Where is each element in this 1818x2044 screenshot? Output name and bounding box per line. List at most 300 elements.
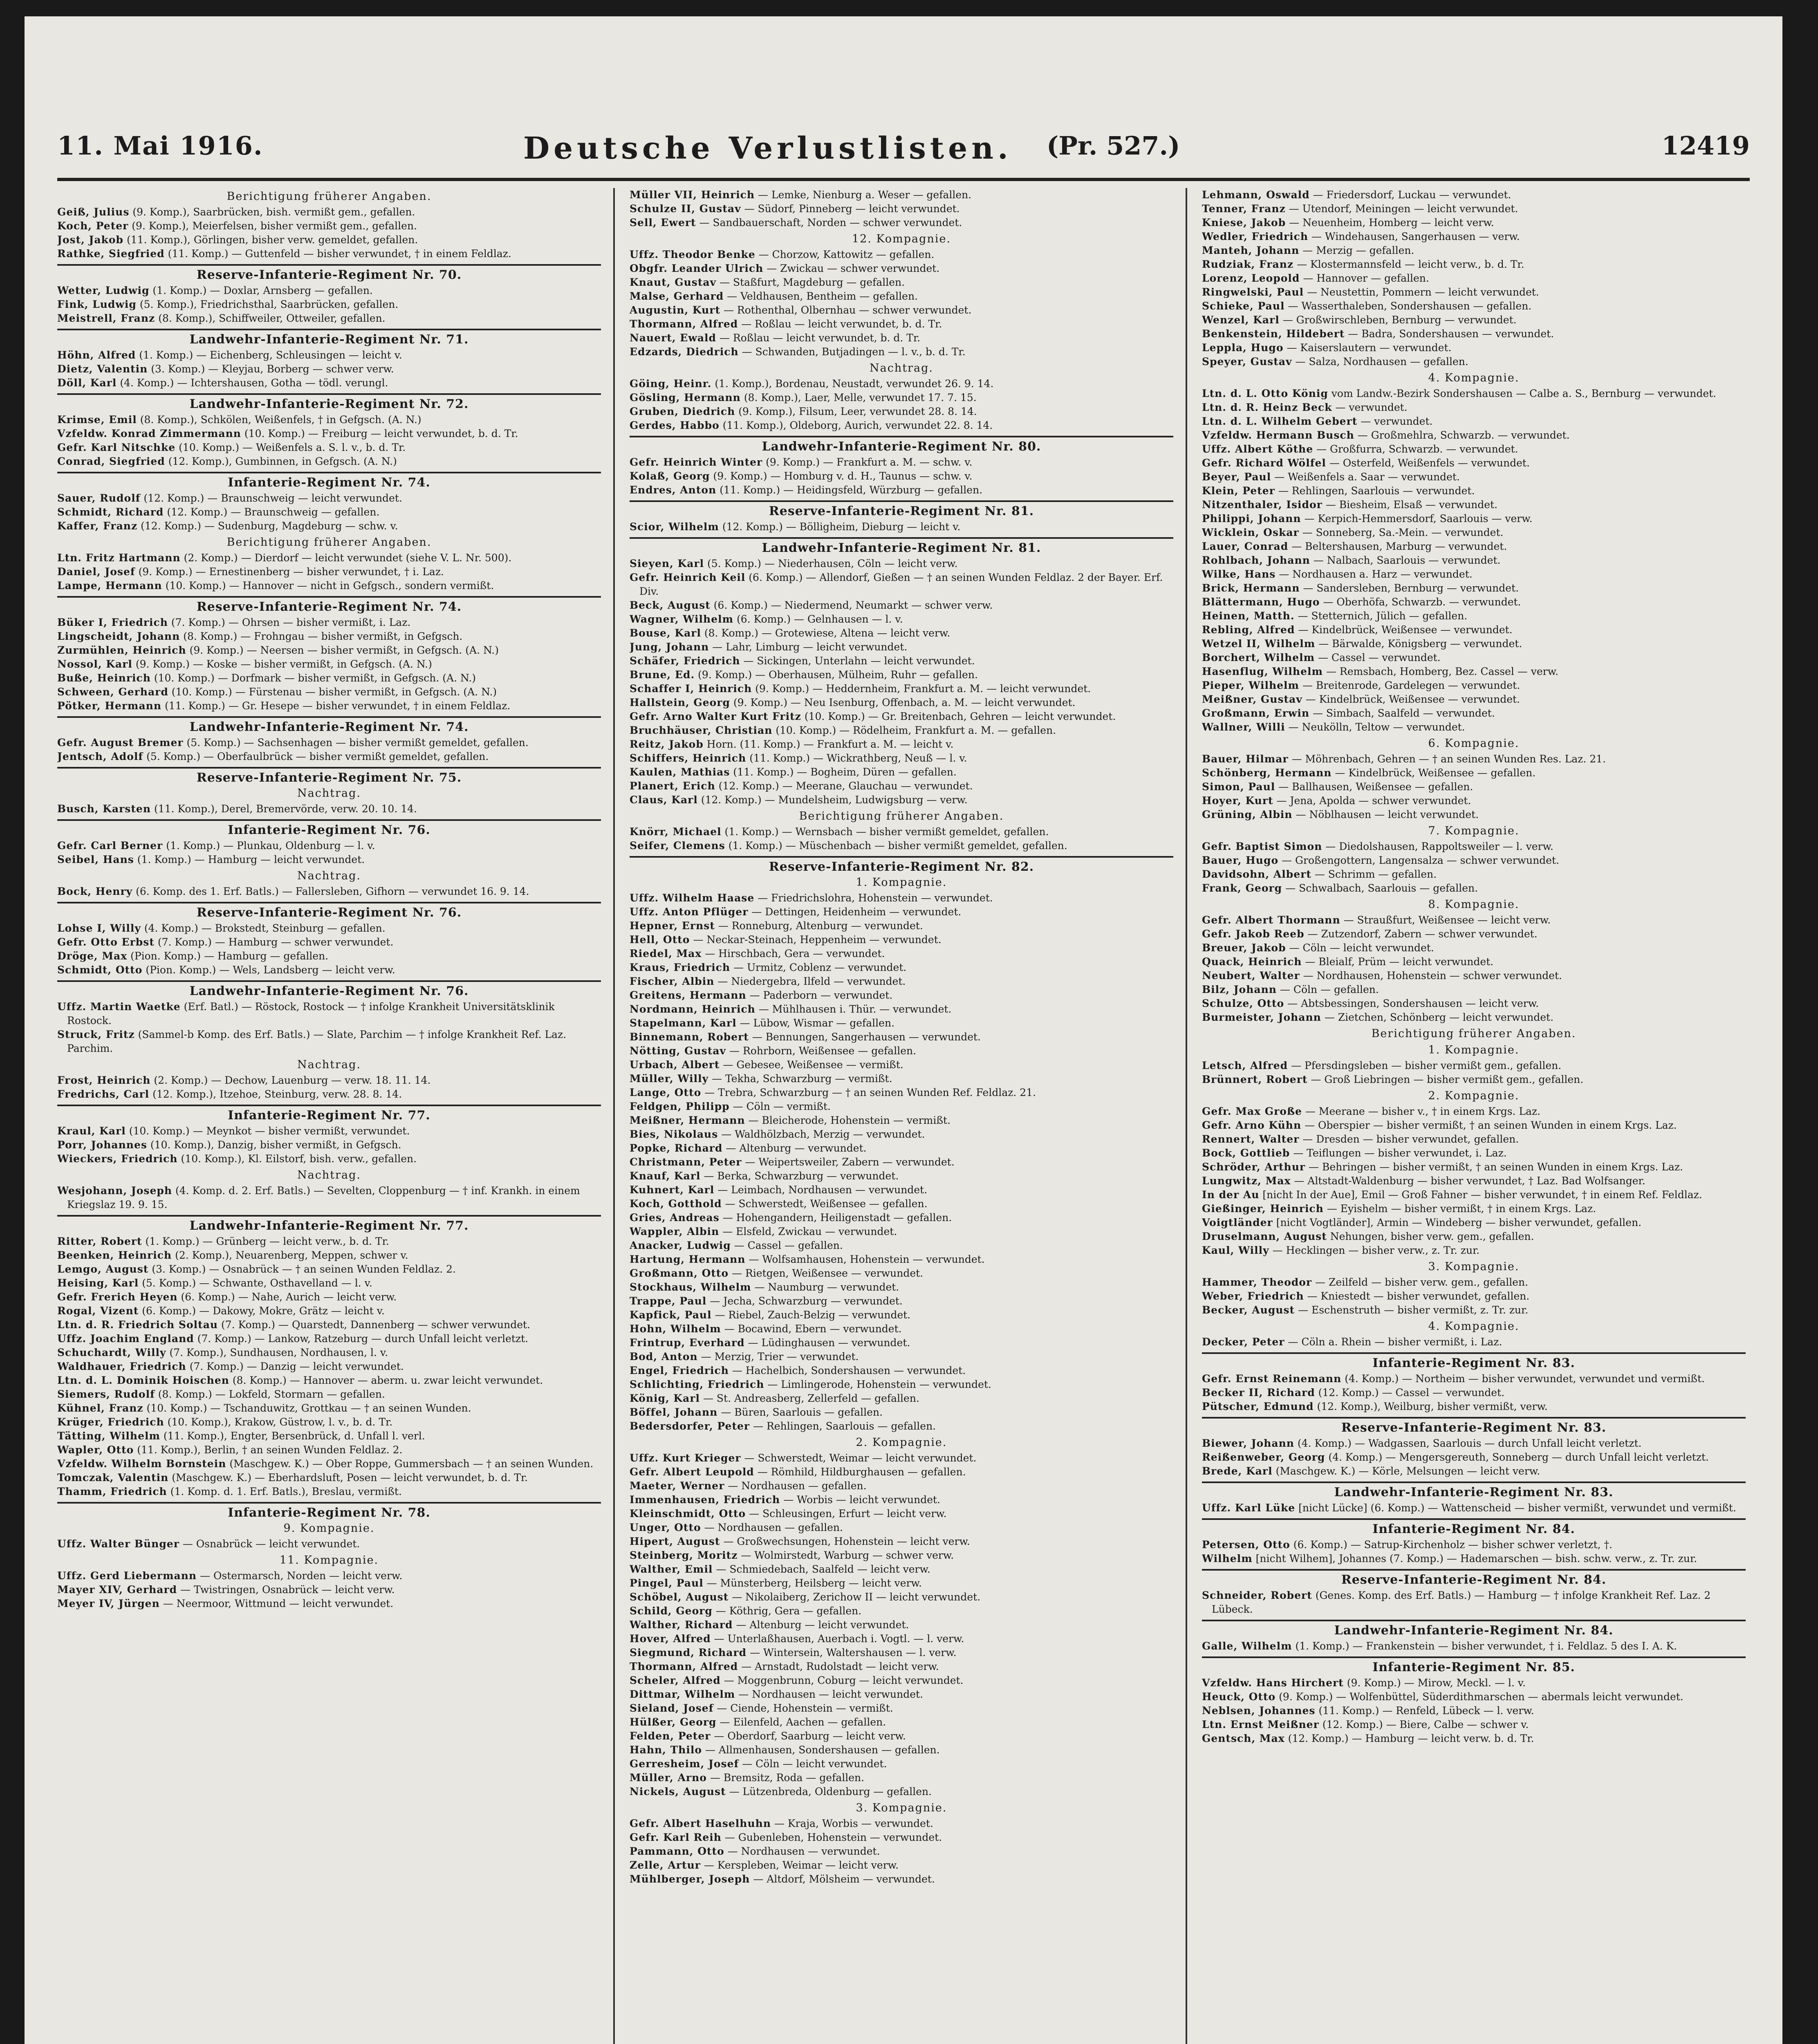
casualty-details: — Sandbauerschaft, Norden — schwer verwundet. xyxy=(699,217,962,229)
casualty-entry xyxy=(1202,1639,1746,1653)
casualty-details: — Oberhöfa, Schwarzb. — verwundet. xyxy=(1323,596,1521,608)
soldier-name: Gefr. August Bremer xyxy=(57,737,184,749)
soldier-name: Pingel, Paul xyxy=(630,1577,704,1589)
casualty-details: (10. Komp.), Krakow, Güstrow, l. v., b. d. Tr. xyxy=(167,1416,393,1428)
soldier-name: Kapfick, Paul xyxy=(630,1309,712,1321)
casualty-details: — Südorf, Pinneberg — leicht verwundet. xyxy=(744,203,960,215)
casualty-details: — Nordhausen — gefallen. xyxy=(728,1480,867,1492)
casualty-details: (10. Komp.) — Dorfmark — bisher vermißt, in Gefgsch. (A. N.) xyxy=(154,672,476,684)
casualty-details: (10. Komp.) — Hannover — nicht in Gefgsch., sondern vermißt. xyxy=(165,580,494,592)
casualty-entry xyxy=(57,1318,601,1332)
casualty-entry xyxy=(57,1569,601,1583)
casualty-details: Horn. (11. Komp.) — Frankfurt a. M. — leicht v. xyxy=(706,738,954,750)
soldier-name: Gefr. Ernst Reinemann xyxy=(1202,1373,1342,1385)
casualty-details: (Pion. Komp.) — Hamburg — gefallen. xyxy=(130,950,329,962)
casualty-entry xyxy=(630,1419,1173,1433)
section-subheading: Nachtrag. xyxy=(870,362,933,374)
soldier-name: Gießinger, Heinrich xyxy=(1202,1203,1324,1215)
casualty-details: — Nalbach, Saarlouis — verwundet. xyxy=(1313,554,1501,566)
section-subheading: 1. Kompagnie. xyxy=(1428,1044,1520,1056)
soldier-name: Vzfeldw. Konrad Zimmermann xyxy=(57,428,241,439)
soldier-name: Obgfr. Leander Ulrich xyxy=(630,262,764,274)
casualty-entry xyxy=(57,699,601,713)
casualty-entry xyxy=(1202,1718,1746,1732)
regiment-heading: Infanterie-Regiment Nr. 76. xyxy=(57,819,601,837)
soldier-name: Buße, Heinrich xyxy=(57,672,151,684)
casualty-details: (7. Komp.), Sundhausen, Nordhausen, l. v. xyxy=(169,1347,388,1358)
soldier-name: Speyer, Gustav xyxy=(1202,356,1292,368)
casualty-entry xyxy=(630,891,1173,905)
soldier-name: Neblsen, Johannes xyxy=(1202,1705,1316,1717)
casualty-section xyxy=(1202,1569,1746,1616)
casualty-entry xyxy=(630,682,1173,696)
casualty-entry xyxy=(630,317,1173,331)
casualty-details: (4. Komp.) — Northeim — bisher verwundet, verwundet und vermißt. xyxy=(1345,1373,1705,1385)
regiment-heading: Infanterie-Regiment Nr. 78. xyxy=(57,1502,601,1520)
casualty-details: (12. Komp.), Gumbinnen, in Gefgsch. (A. N.) xyxy=(168,455,397,467)
soldier-name: Pötker, Hermann xyxy=(57,700,162,712)
casualty-details: (11. Komp.) — Renfeld, Lübeck — l. verw. xyxy=(1318,1705,1534,1717)
casualty-details: (2. Komp.), Neuarenberg, Meppen, schwer v. xyxy=(175,1249,408,1261)
casualty-details: — Waldhölzbach, Merzig — verwundet. xyxy=(721,1128,925,1140)
casualty-details: — Büren, Saarlouis — gefallen. xyxy=(721,1406,883,1418)
soldier-name: Simon, Paul xyxy=(1202,781,1276,793)
casualty-details: (Maschgew. K.) — Eberhardsluft, Posen — leicht verwundet, b. d. Tr. xyxy=(172,1472,528,1484)
soldier-name: Schäfer, Friedrich xyxy=(630,655,740,667)
soldier-name: Frank, Georg xyxy=(1202,882,1282,894)
casualty-entry xyxy=(630,1715,1173,1729)
casualty-entry xyxy=(57,630,601,643)
soldier-name: Hell, Otto xyxy=(630,934,690,946)
soldier-name: Mayer XIV, Gerhard xyxy=(57,1584,177,1596)
soldier-name: Weber, Friedrich xyxy=(1202,1290,1304,1302)
casualty-entry xyxy=(630,1771,1173,1785)
casualty-entry xyxy=(1202,1400,1746,1414)
section-subheading: 12. Kompagnie. xyxy=(852,233,951,245)
casualty-details: (9. Komp.) — Frankfurt a. M. — schw. v. xyxy=(766,456,973,468)
casualty-entry xyxy=(1202,1552,1746,1566)
soldier-name: Krüger, Friedrich xyxy=(57,1416,164,1428)
casualty-details: — Mühlhausen i. Thür. — verwundet. xyxy=(758,1003,952,1015)
casualty-details: — Zietchen, Schönberg — leicht verwundet. xyxy=(1324,1011,1554,1023)
casualty-details: — Meerane — bisher v., † in einem Krgs. Laz. xyxy=(1305,1105,1541,1117)
soldier-name: Bod, Anton xyxy=(630,1351,698,1363)
casualty-details: (7. Komp.) — Hamburg — schwer verwundet. xyxy=(157,936,394,948)
casualty-details: — Abtsbessingen, Sondershausen — leicht verw. xyxy=(1287,997,1539,1009)
soldier-name: Bies, Nikolaus xyxy=(630,1128,718,1140)
soldier-name: Gösling, Hermann xyxy=(630,392,741,403)
casualty-entry xyxy=(1202,1501,1746,1515)
casualty-details: — Niedergebra, Ilfeld — verwundet. xyxy=(717,975,906,987)
casualty-details: (1. Komp. d. 1. Erf. Batls.), Breslau, vermißt. xyxy=(170,1486,402,1497)
casualty-entry xyxy=(57,441,601,455)
soldier-name: Döll, Karl xyxy=(57,377,117,389)
casualty-entry xyxy=(1202,1538,1746,1552)
soldier-name: Sell, Ewert xyxy=(630,217,696,229)
soldier-name: Benkenstein, Hildebert xyxy=(1202,328,1345,340)
soldier-name: Gentsch, Max xyxy=(1202,1732,1285,1744)
casualty-entry xyxy=(57,1537,601,1551)
casualty-entry xyxy=(630,483,1173,497)
casualty-details: (12. Komp.) — Meerane, Glauchau — verwundet. xyxy=(718,780,973,792)
casualty-entry xyxy=(57,1248,601,1262)
soldier-name: Vzfeldw. Hans Hirchert xyxy=(1202,1677,1344,1689)
soldier-name: Beyer, Paul xyxy=(1202,471,1271,483)
regiment-heading: Reserve-Infanterie-Regiment Nr. 84. xyxy=(1202,1569,1746,1587)
casualty-details: (10. Komp.) — Meynkot — bisher vermißt, verwundet. xyxy=(129,1125,410,1137)
soldier-name: Kraul, Karl xyxy=(57,1125,126,1137)
soldier-name: Seifer, Clemens xyxy=(630,840,725,852)
soldier-name: Wallner, Willi xyxy=(1202,721,1285,733)
casualty-details: — Ostermarsch, Norden — leicht verw. xyxy=(200,1570,403,1582)
soldier-name: Wilhelm xyxy=(1202,1553,1253,1564)
casualty-details: (3. Komp.) — Osnabrück — † an seinen Wunden Feldlaz. 2. xyxy=(152,1263,456,1275)
casualty-entry xyxy=(1202,540,1746,554)
casualty-details: (Erf. Batl.) — Röstock, Rostock — † infolge Krankheit Universitätsklinik Rostock. xyxy=(67,1001,555,1026)
soldier-name: Müller, Arno xyxy=(630,1772,707,1784)
casualty-entry xyxy=(630,1197,1173,1211)
casualty-entry xyxy=(630,1729,1173,1743)
soldier-name: Schiffers, Heinrich xyxy=(630,752,746,764)
soldier-name: Uffz. Karl Lüke xyxy=(1202,1502,1296,1514)
casualty-entry xyxy=(630,1618,1173,1632)
casualty-entry xyxy=(1202,442,1746,456)
casualty-entry xyxy=(57,963,601,977)
soldier-name: Göing, Heinr. xyxy=(630,378,712,390)
soldier-name: Nötting, Gustav xyxy=(630,1045,726,1057)
casualty-details: — Oberdorf, Saarburg — leicht verw. xyxy=(714,1730,906,1742)
soldier-name: Anacker, Ludwig xyxy=(630,1239,731,1251)
casualty-section xyxy=(1202,737,1746,822)
soldier-name: Gefr. Max Große xyxy=(1202,1105,1302,1117)
casualty-details: (12. Komp.), Itzehoe, Steinburg, verw. 28. 8. 14. xyxy=(152,1088,402,1100)
casualty-entry xyxy=(1202,1202,1746,1216)
casualty-entry xyxy=(630,598,1173,612)
casualty-entry xyxy=(1202,1160,1746,1174)
casualty-entry xyxy=(57,643,601,657)
casualty-entry xyxy=(57,491,601,505)
casualty-section xyxy=(57,1168,601,1212)
soldier-name: Uffz. Joachim England xyxy=(57,1333,194,1345)
casualty-details: (11. Komp.) — Gr. Hesepe — bisher verwundet, † in einem Feldlaz. xyxy=(165,700,511,712)
soldier-name: Bauer, Hilmar xyxy=(1202,753,1289,765)
casualty-section xyxy=(57,1553,601,1611)
casualty-entry xyxy=(630,751,1173,765)
casualty-details: — Nordhausen — gefallen. xyxy=(704,1522,843,1533)
casualty-entry xyxy=(630,202,1173,216)
soldier-name: Ltn. d. R. Heinz Beck xyxy=(1202,401,1332,413)
casualty-entry xyxy=(630,988,1173,1002)
soldier-name: Jentsch, Adolf xyxy=(57,751,143,762)
casualty-details: — Klostermannsfeld — leicht verw., b. d. Tr. xyxy=(1297,258,1524,270)
soldier-name: Decker, Peter xyxy=(1202,1336,1285,1348)
soldier-name: Schmidt, Otto xyxy=(57,964,143,976)
casualty-details: — Weißenfels a. Saar — verwundet. xyxy=(1274,471,1460,483)
casualty-entry xyxy=(1202,1464,1746,1478)
casualty-details: — Nordhausen, Hohenstein — schwer verwundet. xyxy=(1303,970,1562,982)
casualty-details: — Urmitz, Coblenz — verwundet. xyxy=(733,961,907,973)
casualty-details: (5. Komp.) — Sachsenhagen — bisher vermißt gemeldet, gefallen. xyxy=(186,737,529,749)
casualty-entry xyxy=(1202,854,1746,867)
casualty-section xyxy=(1202,1620,1746,1653)
section-subheading: 7. Kompagnie. xyxy=(1428,825,1520,837)
casualty-details: — Twistringen, Osnabrück — leicht verw. xyxy=(180,1584,395,1596)
casualty-details: — Bocawind, Ebern — verwundet. xyxy=(724,1323,902,1335)
casualty-section xyxy=(1202,1260,1746,1317)
soldier-name: Pieper, Wilhelm xyxy=(1202,679,1300,691)
soldier-name: Christmann, Peter xyxy=(630,1156,742,1168)
casualty-details: — Altenburg — leicht verwundet. xyxy=(736,1619,909,1631)
casualty-details: — Schrimm — gefallen. xyxy=(1314,868,1437,880)
casualty-entry xyxy=(57,885,601,899)
soldier-name: Sieland, Josef xyxy=(630,1702,714,1714)
casualty-details: (4. Komp.) — Ichtershausen, Gotha — tödl. verungl. xyxy=(120,377,388,389)
casualty-entry xyxy=(57,1457,601,1471)
casualty-details: — Utendorf, Meiningen — leicht verwundet. xyxy=(1289,203,1518,215)
casualty-entry xyxy=(630,276,1173,289)
soldier-name: Augustin, Kurt xyxy=(630,304,721,316)
soldier-name: Uffz. Walter Bünger xyxy=(57,1538,179,1550)
soldier-name: Maeter, Werner xyxy=(630,1480,725,1492)
casualty-entry xyxy=(630,1072,1173,1086)
soldier-name: Kleinschmidt, Otto xyxy=(630,1508,746,1520)
section-subheading: Berichtigung früherer Angaben. xyxy=(226,536,432,549)
casualty-entry xyxy=(630,188,1173,202)
casualty-entry xyxy=(630,1364,1173,1378)
soldier-name: Bilz, Johann xyxy=(1202,984,1277,995)
soldier-name: Hülßer, Georg xyxy=(630,1716,717,1728)
casualty-entry xyxy=(630,1239,1173,1253)
soldier-name: Thormann, Alfred xyxy=(630,1661,738,1672)
casualty-entry xyxy=(57,551,601,565)
casualty-details: — Bleicherode, Hohenstein — vermißt. xyxy=(748,1114,951,1126)
soldier-name: Wedler, Friedrich xyxy=(1202,231,1309,242)
soldier-name: Hover, Alfred xyxy=(630,1633,711,1645)
casualty-entry xyxy=(57,362,601,376)
casualty-section xyxy=(57,536,601,593)
casualty-entry xyxy=(57,348,601,362)
soldier-name: Feldgen, Philipp xyxy=(630,1100,730,1112)
casualty-entry xyxy=(1202,1690,1746,1704)
casualty-details: (4. Komp.) — Mengersgereuth, Sonneberg — durch Unfall leicht verletzt. xyxy=(1328,1451,1709,1463)
casualty-details: — Nordhausen a. Harz — verwundet. xyxy=(1279,568,1473,580)
casualty-details: (10. Komp.) — Gr. Breitenbach, Gehren — leicht verwundet. xyxy=(804,710,1116,722)
casualty-entry xyxy=(630,1451,1173,1465)
soldier-name: Stapelmann, Karl xyxy=(630,1017,737,1029)
soldier-name: Hipert, August xyxy=(630,1535,720,1547)
casualty-entry xyxy=(1202,285,1746,299)
casualty-entry xyxy=(630,1294,1173,1308)
casualty-entry xyxy=(1202,794,1746,808)
casualty-entry xyxy=(1202,1437,1746,1450)
soldier-name: Knörr, Michael xyxy=(630,826,722,838)
casualty-entry xyxy=(630,520,1173,534)
casualty-entry xyxy=(1202,679,1746,693)
column-divider xyxy=(613,188,615,2044)
newspaper-page xyxy=(25,16,1782,2044)
regiment-heading: Landwehr-Infanterie-Regiment Nr. 74. xyxy=(57,716,601,734)
regiment-heading: Infanterie-Regiment Nr. 83. xyxy=(1202,1352,1746,1370)
soldier-name: Reitz, Jakob xyxy=(630,738,704,750)
casualty-details: — verwundet. xyxy=(1335,401,1408,413)
casualty-section xyxy=(1202,1089,1746,1257)
casualty-entry xyxy=(630,1308,1173,1322)
soldier-name: Unger, Otto xyxy=(630,1522,701,1533)
soldier-name: Tomczak, Valentin xyxy=(57,1472,169,1484)
casualty-entry xyxy=(1202,706,1746,720)
casualty-details: (1. Komp.) — Eichenberg, Schleusingen — leicht v. xyxy=(139,349,402,361)
page-number: 12419 xyxy=(1661,131,1750,161)
regiment-heading: Reserve-Infanterie-Regiment Nr. 76. xyxy=(57,902,601,920)
casualty-details: — Großfurra, Schwarzb. — verwundet. xyxy=(1316,443,1518,455)
casualty-entry xyxy=(1202,216,1746,230)
soldier-name: Uffz. Anton Pflüger xyxy=(630,906,749,918)
soldier-name: Zurmühlen, Heinrich xyxy=(57,644,186,656)
soldier-name: Zelle, Artur xyxy=(630,1859,701,1871)
casualty-details: — Neukölln, Teltow — verwundet. xyxy=(1288,721,1465,733)
casualty-details: (10. Komp.) — Weißenfels a. S. l. v., b. d. Tr. xyxy=(179,442,406,453)
casualty-entry xyxy=(630,737,1173,751)
casualty-details: — Arnstadt, Rudolstadt — leicht verw. xyxy=(741,1661,939,1672)
soldier-name: Thamm, Friedrich xyxy=(57,1486,167,1497)
casualty-entry xyxy=(57,1074,601,1087)
casualty-details: (1. Komp.) — Müschenbach — bisher vermißt gemeldet, gefallen. xyxy=(728,840,1067,852)
casualty-details: — Cöln — gefallen. xyxy=(1280,984,1379,995)
soldier-name: Porr, Johannes xyxy=(57,1139,147,1151)
casualty-section xyxy=(57,767,601,816)
casualty-entry xyxy=(57,1184,601,1212)
soldier-name: Trappe, Paul xyxy=(630,1295,707,1307)
casualty-entry xyxy=(57,1087,601,1101)
casualty-details: (11. Komp.), Görlingen, bisher verw. gemeldet, gefallen. xyxy=(127,234,418,246)
casualty-details: — Tekha, Schwarzburg — vermißt. xyxy=(712,1073,892,1085)
casualty-section xyxy=(630,537,1173,807)
casualty-details: (9. Komp.) — Mirow, Meckl. — l. v. xyxy=(1347,1677,1526,1689)
soldier-name: Wapler, Otto xyxy=(57,1444,134,1456)
casualty-details: — Neustettin, Pommern — leicht verwundet. xyxy=(1307,286,1539,298)
casualty-entry xyxy=(630,1562,1173,1576)
casualty-details: — Großwirschleben, Bernburg — verwundet. xyxy=(1282,314,1517,326)
casualty-details: — Lüdinghausen — verwundet. xyxy=(748,1337,910,1349)
soldier-name: Seibel, Hans xyxy=(57,854,134,865)
soldier-name: Schild, Georg xyxy=(630,1605,713,1617)
casualty-entry xyxy=(630,1169,1173,1183)
casualty-entry xyxy=(57,1401,601,1415)
casualty-entry xyxy=(630,303,1173,317)
soldier-name: Wieckers, Friedrich xyxy=(57,1153,178,1165)
casualty-entry xyxy=(1202,983,1746,997)
casualty-entry xyxy=(630,289,1173,303)
casualty-details: (9. Komp.) — Homburg v. d. H., Taunus — schw. v. xyxy=(713,470,973,482)
casualty-entry xyxy=(1202,526,1746,540)
soldier-name: Popke, Richard xyxy=(630,1142,723,1154)
section-subheading: Nachtrag. xyxy=(297,1058,361,1071)
soldier-name: Malse, Gerhard xyxy=(630,290,724,302)
casualty-details: — Hohengandern, Heiligenstadt — gefallen. xyxy=(722,1212,952,1224)
soldier-name: Nitzenthaler, Isidor xyxy=(1202,499,1323,511)
casualty-details: (10. Komp.), Danzig, bisher vermißt, in Gefgsch. xyxy=(150,1139,401,1151)
casualty-details: (12. Komp.) — Bölligheim, Dieburg — leicht v. xyxy=(722,521,961,533)
casualty-details: (10. Komp.) — Freiburg — leicht verwundet, b. d. Tr. xyxy=(244,428,518,439)
soldier-name: Bedersdorfer, Peter xyxy=(630,1420,750,1432)
casualty-entry xyxy=(57,685,601,699)
casualty-details: — Jecha, Schwarzburg — verwundet. xyxy=(710,1295,903,1307)
casualty-details: (9. Komp.) — Wolfenbüttel, Süderdithmarschen — abermals leicht verwundet. xyxy=(1279,1691,1683,1703)
soldier-name: Kraus, Friedrich xyxy=(630,961,731,973)
casualty-details: (12. Komp.) — Braunschweig — leicht verwundet. xyxy=(143,492,402,504)
casualty-entry xyxy=(57,1138,601,1152)
casualty-details: — Altstadt-Waldenburg — bisher verwundet, † Laz. Bad Wolfsanger. xyxy=(1294,1175,1645,1187)
casualty-entry xyxy=(1202,1188,1746,1202)
casualty-entry xyxy=(630,1086,1173,1100)
soldier-name: Schuchardt, Willy xyxy=(57,1347,166,1358)
soldier-name: Steinberg, Moritz xyxy=(630,1549,738,1561)
casualty-details: (5. Komp.), Friedrichsthal, Saarbrücken, gefallen. xyxy=(139,298,399,310)
casualty-entry xyxy=(1202,355,1746,369)
casualty-entry xyxy=(630,1002,1173,1016)
soldier-name: Breuer, Jakob xyxy=(1202,942,1286,954)
soldier-name: Stockhaus, Wilhelm xyxy=(630,1281,751,1293)
section-subheading: 4. Kompagnie. xyxy=(1428,1320,1520,1333)
casualty-details: (6. Komp. des 1. Erf. Batls.) — Fallersleben, Gifhorn — verwundet 16. 9. 14. xyxy=(136,885,529,897)
casualty-details: — Beltershausen, Marburg — verwundet. xyxy=(1291,540,1507,552)
casualty-details: (2. Komp.) — Dierdorf — leicht verwundet (siehe V. L. Nr. 500). xyxy=(184,552,512,564)
regiment-heading: Landwehr-Infanterie-Regiment Nr. 71. xyxy=(57,329,601,347)
casualty-entry xyxy=(630,933,1173,947)
soldier-name: Heising, Karl xyxy=(57,1277,139,1289)
casualty-details: (11. Komp.), Oldeborg, Aurich, verwundet 22. 8. 14. xyxy=(722,419,993,431)
casualty-details: (1. Komp.) — Plunkau, Oldenburg — l. v. xyxy=(166,840,375,852)
casualty-entry xyxy=(57,427,601,441)
casualty-section xyxy=(57,1105,601,1166)
casualty-details: (11. Komp.) — Wickrathberg, Neuß — l. v. xyxy=(749,752,967,764)
soldier-name: Gefr. Heinrich Keil xyxy=(630,572,746,583)
casualty-details: — Lützenbreda, Oldenburg — gefallen. xyxy=(729,1786,932,1797)
casualty-details: (8. Komp.) — Grotewiese, Altena — leicht verw. xyxy=(704,627,950,639)
casualty-entry xyxy=(630,793,1173,807)
casualty-entry xyxy=(57,802,601,816)
casualty-entry xyxy=(1202,567,1746,581)
casualty-entry xyxy=(1202,1372,1746,1386)
soldier-name: Daniel, Josef xyxy=(57,566,135,578)
casualty-entry xyxy=(1202,299,1746,313)
casualty-section xyxy=(57,190,601,261)
casualty-entry xyxy=(1202,401,1746,415)
casualty-entry xyxy=(1202,1450,1746,1464)
casualty-details: — Worbis — leicht verwundet. xyxy=(783,1494,941,1506)
casualty-details: (12. Komp.), Weilburg, bisher vermißt, verw. xyxy=(1317,1401,1548,1412)
casualty-details: (10. Komp.), Kl. Eilstorf, bish. verw., gefallen. xyxy=(181,1153,417,1165)
casualty-entry xyxy=(630,1872,1173,1886)
soldier-name: Ltn. d. L. Wilhelm Gebert xyxy=(1202,415,1358,427)
soldier-name: Scheler, Alfred xyxy=(630,1674,721,1686)
casualty-details: — Simbach, Saalfeld — verwundet. xyxy=(1312,707,1495,719)
casualty-entry xyxy=(57,284,601,298)
casualty-entry xyxy=(1202,1732,1746,1746)
soldier-name: Gefr. Baptist Simon xyxy=(1202,840,1323,852)
casualty-details: — Wintersein, Waltershausen — l. verw. xyxy=(750,1647,957,1659)
casualty-details: (6. Komp.) — Dakowy, Mokre, Grätz — leicht v. xyxy=(142,1305,385,1317)
soldier-name: Brünnert, Robert xyxy=(1202,1074,1308,1085)
casualty-entry xyxy=(57,1235,601,1248)
soldier-name: Engel, Friedrich xyxy=(630,1365,729,1376)
casualty-entry xyxy=(630,469,1173,483)
casualty-details: — Schleusingen, Erfurt — leicht verw. xyxy=(749,1508,947,1520)
soldier-name: Uffz. Albert Köthe xyxy=(1202,443,1314,455)
soldier-name: Rudziak, Franz xyxy=(1202,258,1294,270)
casualty-details: (10. Komp.) — Rödelheim, Frankfurt a. M. — gefallen. xyxy=(776,724,1056,736)
soldier-name: Felden, Peter xyxy=(630,1730,711,1742)
